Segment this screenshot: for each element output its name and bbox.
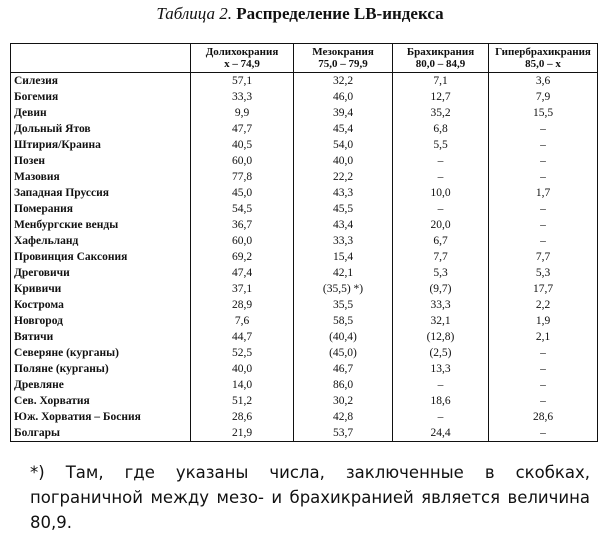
dolichocrania-value: 52,5: [191, 345, 294, 361]
brachycrania-value: (9,7): [393, 281, 489, 297]
table-row: [11, 73, 598, 90]
dolichocrania-value: 45,0: [191, 185, 294, 201]
region-name: Юж. Хорватия – Босния: [11, 409, 191, 425]
header-cell-hyperbrachycrania: [489, 44, 598, 73]
dolichocrania-value: 57,1: [191, 73, 294, 90]
header-cell-brachycrania: [393, 44, 489, 73]
table-row: [11, 137, 598, 153]
hyperbrachycrania-value: 28,6: [489, 409, 598, 425]
table-row: [11, 377, 598, 393]
hyperbrachycrania-value: –: [489, 377, 598, 393]
mesocrania-value: 42,1: [294, 265, 393, 281]
region-name: Дреговичи: [11, 265, 191, 281]
region-name: Дольный Ятов: [11, 121, 191, 137]
header-range: x – 74,9: [224, 58, 260, 70]
dolichocrania-value: 14,0: [191, 377, 294, 393]
dolichocrania-value: 21,9: [191, 425, 294, 442]
hyperbrachycrania-value: –: [489, 233, 598, 249]
brachycrania-value: –: [393, 377, 489, 393]
table-row: [11, 265, 598, 281]
mesocrania-value: 53,7: [294, 425, 393, 442]
table-row: [11, 201, 598, 217]
header-range: 85,0 – x: [525, 58, 561, 70]
header-range: 75,0 – 79,9: [318, 58, 368, 70]
table-row: [11, 153, 598, 169]
region-name: Древляне: [11, 377, 191, 393]
region-name: Силезия: [11, 73, 191, 90]
lb-index-table: [10, 43, 598, 442]
dolichocrania-value: 36,7: [191, 217, 294, 233]
region-name: Западная Пруссия: [11, 185, 191, 201]
table-row: [11, 233, 598, 249]
region-name: Сев. Хорватия: [11, 393, 191, 409]
brachycrania-value: –: [393, 153, 489, 169]
hyperbrachycrania-value: 17,7: [489, 281, 598, 297]
table-body: [11, 73, 598, 442]
brachycrania-value: 18,6: [393, 393, 489, 409]
header-label: Гипербрахикрания: [495, 46, 591, 58]
header-cell-name: [11, 44, 191, 73]
dolichocrania-value: 60,0: [191, 153, 294, 169]
brachycrania-value: 5,5: [393, 137, 489, 153]
dolichocrania-value: 40,0: [191, 361, 294, 377]
mesocrania-value: (35,5) *): [294, 281, 393, 297]
dolichocrania-value: 28,6: [191, 409, 294, 425]
region-name: Провинция Саксония: [11, 249, 191, 265]
brachycrania-value: –: [393, 201, 489, 217]
region-name: Кострома: [11, 297, 191, 313]
brachycrania-value: 24,4: [393, 425, 489, 442]
brachycrania-value: –: [393, 409, 489, 425]
region-name: Северяне (курганы): [11, 345, 191, 361]
dolichocrania-value: 7,6: [191, 313, 294, 329]
brachycrania-value: 7,7: [393, 249, 489, 265]
table-row: [11, 393, 598, 409]
region-name: Штирия/Краина: [11, 137, 191, 153]
table-header-row: [11, 44, 598, 73]
table-row: [11, 313, 598, 329]
hyperbrachycrania-value: 2,2: [489, 297, 598, 313]
hyperbrachycrania-value: –: [489, 121, 598, 137]
hyperbrachycrania-value: 7,7: [489, 249, 598, 265]
brachycrania-value: 6,8: [393, 121, 489, 137]
hyperbrachycrania-value: 15,5: [489, 105, 598, 121]
table-row: [11, 281, 598, 297]
hyperbrachycrania-value: –: [489, 425, 598, 442]
region-name: Померания: [11, 201, 191, 217]
region-name: Болгары: [11, 425, 191, 442]
hyperbrachycrania-value: 5,3: [489, 265, 598, 281]
hyperbrachycrania-value: 3,6: [489, 73, 598, 90]
hyperbrachycrania-value: 1,9: [489, 313, 598, 329]
brachycrania-value: 10,0: [393, 185, 489, 201]
region-name: Кривичи: [11, 281, 191, 297]
dolichocrania-value: 28,9: [191, 297, 294, 313]
mesocrania-value: 43,4: [294, 217, 393, 233]
region-name: Девин: [11, 105, 191, 121]
brachycrania-value: 35,2: [393, 105, 489, 121]
mesocrania-value: 39,4: [294, 105, 393, 121]
header-label: Мезокрания: [312, 46, 374, 58]
mesocrania-value: 58,5: [294, 313, 393, 329]
mesocrania-value: 54,0: [294, 137, 393, 153]
region-name: Вятичи: [11, 329, 191, 345]
header-cell-mesocrania: [294, 44, 393, 73]
header-cell-dolichocrania: [191, 44, 294, 73]
brachycrania-value: 33,3: [393, 297, 489, 313]
hyperbrachycrania-value: –: [489, 137, 598, 153]
header-label: Брахикрания: [406, 46, 475, 58]
header-range: 80,0 – 84,9: [415, 58, 466, 70]
hyperbrachycrania-value: –: [489, 201, 598, 217]
mesocrania-value: 86,0: [294, 377, 393, 393]
mesocrania-value: (40,4): [294, 329, 393, 345]
table-row: [11, 105, 598, 121]
dolichocrania-value: 60,0: [191, 233, 294, 249]
dolichocrania-value: 47,4: [191, 265, 294, 281]
mesocrania-value: (45,0): [294, 345, 393, 361]
brachycrania-value: 6,7: [393, 233, 489, 249]
footnote: *) Там, где указаны числа, заключенные в скобках, пограничной между мезо- и брахикранией является величина 80,9.: [30, 463, 590, 532]
region-name: Позен: [11, 153, 191, 169]
hyperbrachycrania-value: –: [489, 345, 598, 361]
region-name: Менбургские венды: [11, 217, 191, 233]
dolichocrania-value: 40,5: [191, 137, 294, 153]
dolichocrania-value: 44,7: [191, 329, 294, 345]
dolichocrania-value: 9,9: [191, 105, 294, 121]
mesocrania-value: 33,3: [294, 233, 393, 249]
region-name: Мазовия: [11, 169, 191, 185]
dolichocrania-value: 54,5: [191, 201, 294, 217]
mesocrania-value: 15,4: [294, 249, 393, 265]
dolichocrania-value: 33,3: [191, 89, 294, 105]
brachycrania-value: 13,3: [393, 361, 489, 377]
hyperbrachycrania-value: –: [489, 217, 598, 233]
dolichocrania-value: 77,8: [191, 169, 294, 185]
brachycrania-value: 32,1: [393, 313, 489, 329]
dolichocrania-value: 37,1: [191, 281, 294, 297]
table-row: [11, 89, 598, 105]
mesocrania-value: 42,8: [294, 409, 393, 425]
hyperbrachycrania-value: –: [489, 393, 598, 409]
table-row: [11, 169, 598, 185]
table-row: [11, 425, 598, 442]
brachycrania-value: 7,1: [393, 73, 489, 90]
brachycrania-value: 5,3: [393, 265, 489, 281]
hyperbrachycrania-value: 1,7: [489, 185, 598, 201]
mesocrania-value: 32,2: [294, 73, 393, 90]
hyperbrachycrania-value: –: [489, 361, 598, 377]
table-row: [11, 361, 598, 377]
hyperbrachycrania-value: –: [489, 153, 598, 169]
mesocrania-value: 43,3: [294, 185, 393, 201]
table-row: [11, 185, 598, 201]
table-row: [11, 329, 598, 345]
table-row: [11, 297, 598, 313]
mesocrania-value: 35,5: [294, 297, 393, 313]
mesocrania-value: 40,0: [294, 153, 393, 169]
dolichocrania-value: 69,2: [191, 249, 294, 265]
caption-label: Таблица 2.: [156, 4, 233, 23]
table-row: [11, 345, 598, 361]
mesocrania-value: 45,5: [294, 201, 393, 217]
table-caption: [0, 4, 600, 24]
region-name: Богемия: [11, 89, 191, 105]
caption-title: Распределение LB-индекса: [236, 4, 444, 23]
brachycrania-value: (12,8): [393, 329, 489, 345]
mesocrania-value: 46,0: [294, 89, 393, 105]
mesocrania-value: 46,7: [294, 361, 393, 377]
table-row: [11, 409, 598, 425]
brachycrania-value: (2,5): [393, 345, 489, 361]
table-row: [11, 249, 598, 265]
brachycrania-value: 20,0: [393, 217, 489, 233]
dolichocrania-value: 47,7: [191, 121, 294, 137]
mesocrania-value: 22,2: [294, 169, 393, 185]
mesocrania-value: 30,2: [294, 393, 393, 409]
hyperbrachycrania-value: 2,1: [489, 329, 598, 345]
region-name: Поляне (курганы): [11, 361, 191, 377]
table-row: [11, 217, 598, 233]
header-label: Долихокрания: [205, 46, 279, 58]
table-row: [11, 121, 598, 137]
mesocrania-value: 45,4: [294, 121, 393, 137]
region-name: Новгород: [11, 313, 191, 329]
brachycrania-value: –: [393, 169, 489, 185]
dolichocrania-value: 51,2: [191, 393, 294, 409]
hyperbrachycrania-value: –: [489, 169, 598, 185]
hyperbrachycrania-value: 7,9: [489, 89, 598, 105]
region-name: Хафельланд: [11, 233, 191, 249]
brachycrania-value: 12,7: [393, 89, 489, 105]
